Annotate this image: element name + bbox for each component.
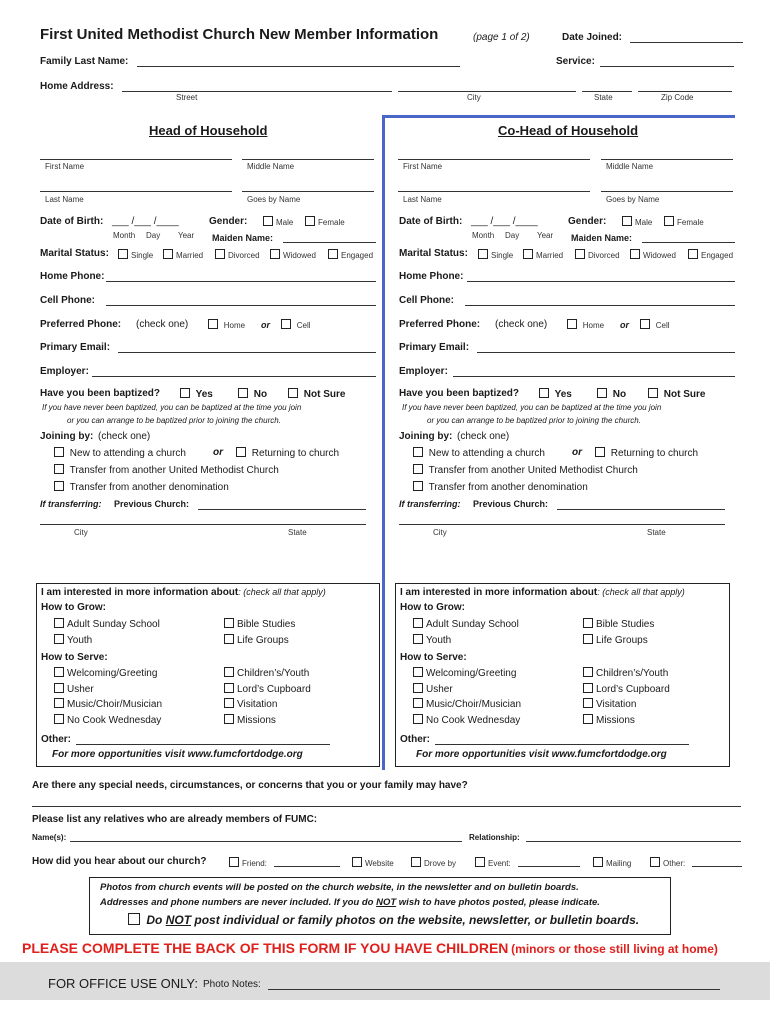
photo-notes-field[interactable] [268, 989, 720, 990]
head-check-one: (check one) [136, 319, 189, 330]
page-number: (page 1 of 2) [473, 32, 530, 43]
head-transfer-umc-option[interactable]: Transfer from another United Methodist Church [54, 464, 279, 476]
cohead-male-option[interactable]: Male [622, 216, 652, 227]
checkbox-icon [597, 388, 607, 398]
checkbox-icon [236, 447, 246, 457]
checkbox-icon [281, 319, 291, 329]
checkbox-icon [583, 618, 593, 628]
photos-notice-1: Photos from church events will be posted on the church website, in the newsletter and on bulletin boards. [100, 882, 579, 893]
head-home-phone-label: Home Phone: [40, 271, 105, 282]
missions-option[interactable]: Missions [583, 714, 635, 726]
drove-by-option[interactable]: Drove by [411, 857, 456, 868]
checkbox-icon [263, 216, 273, 226]
checkbox-icon [583, 667, 593, 677]
adult-ss-option[interactable]: Adult Sunday School [54, 618, 160, 630]
head-not-sure-option[interactable]: Not Sure [288, 388, 345, 400]
cohead-prev-city-state-field[interactable] [399, 524, 725, 525]
state-field[interactable] [582, 91, 632, 92]
cohead-if-transferring: If transferring: [399, 499, 461, 509]
usher-option[interactable]: Usher [413, 683, 453, 695]
baptism-note-2: or you can arrange to be baptized prior to joining the church. [427, 416, 641, 425]
service-label: Service: [556, 56, 595, 67]
how-to-grow-label: How to Grow: [400, 602, 465, 613]
head-first-name-field[interactable] [40, 159, 232, 160]
checkbox-icon [128, 913, 140, 925]
missions-option[interactable]: Missions [224, 714, 276, 726]
checkbox-icon [413, 683, 423, 693]
cohead-preferred-label: Preferred Phone: [399, 319, 481, 330]
checkbox-icon [640, 319, 650, 329]
cohead-engaged-option[interactable]: Engaged [688, 249, 733, 260]
cohead-yes-option[interactable]: Yes [539, 388, 572, 400]
checkbox-icon [413, 447, 423, 457]
how-to-grow-label: How to Grow: [41, 602, 106, 613]
other-label: Other: [400, 734, 430, 745]
column-divider [382, 115, 385, 770]
head-maiden-label: Maiden Name: [212, 233, 274, 243]
music-option[interactable]: Music/Choir/Musician [54, 698, 162, 710]
or-text: or [572, 447, 582, 458]
head-employer-field[interactable] [92, 376, 376, 377]
baptism-note-2: or you can arrange to be baptized prior to joining the church. [67, 416, 281, 425]
head-yes-option[interactable]: Yes [180, 388, 213, 400]
head-engaged-option[interactable]: Engaged [328, 249, 373, 260]
baptism-note-1: If you have never been baptized, you can be baptized at the time you join [42, 403, 302, 412]
state-caption: State [594, 93, 613, 102]
welcoming-option[interactable]: Welcoming/Greeting [413, 667, 516, 679]
year-caption: Year [537, 231, 554, 240]
checkbox-icon [54, 698, 64, 708]
relatives-label: Please list any relatives who are already members of FUMC: [32, 814, 318, 825]
checkbox-icon [413, 464, 423, 474]
relationship-label: Relationship: [469, 833, 520, 842]
cohead-cell-phone-label: Cell Phone: [399, 295, 455, 306]
street-caption: Street [176, 93, 198, 102]
month-caption: Month [472, 231, 495, 240]
names-label: Name(s): [32, 833, 67, 842]
cohead-cell-option[interactable]: Cell [640, 319, 670, 331]
head-employer-label: Employer: [40, 366, 89, 377]
cohead-new-attending-option[interactable]: New to attending a church [413, 447, 545, 459]
cohead-last-name-field[interactable] [398, 191, 590, 192]
street-field[interactable] [122, 91, 392, 92]
home-address-label: Home Address: [40, 81, 114, 92]
childrens-option[interactable]: Children’s/Youth [583, 667, 668, 679]
lords-cupboard-option[interactable]: Lord’s Cupboard [583, 683, 670, 695]
childrens-option[interactable]: Children’s/Youth [224, 667, 309, 679]
other-field[interactable] [76, 744, 330, 745]
checkbox-icon [593, 857, 603, 867]
head-prev-church-label: Previous Church: [114, 499, 190, 509]
cohead-email-field[interactable] [477, 352, 735, 353]
checkbox-icon [688, 249, 698, 259]
cohead-title: Co-Head of Household [498, 123, 639, 138]
head-last-name-field[interactable] [40, 191, 232, 192]
checkbox-icon [583, 683, 593, 693]
checkbox-icon [583, 634, 593, 644]
cohead-single-option[interactable]: Single [478, 249, 513, 260]
checkbox-icon [411, 857, 421, 867]
welcoming-option[interactable]: Welcoming/Greeting [54, 667, 157, 679]
checkbox-icon [595, 447, 605, 457]
cohead-no-option[interactable]: No [597, 388, 626, 400]
checkbox-icon [352, 857, 362, 867]
cohead-home-option[interactable]: Home [567, 319, 604, 331]
cohead-maiden-label: Maiden Name: [571, 233, 633, 243]
checkbox-icon [54, 683, 64, 693]
names-field[interactable] [70, 841, 462, 842]
cohead-last-name-caption: Last Name [403, 195, 442, 204]
cohead-prev-church-field[interactable] [557, 509, 725, 510]
adult-ss-option[interactable]: Adult Sunday School [413, 618, 519, 630]
cohead-check-one: (check one) [495, 319, 548, 330]
lords-cupboard-option[interactable]: Lord’s Cupboard [224, 683, 311, 695]
checkbox-icon [229, 857, 239, 867]
head-marital-label: Marital Status: [40, 248, 109, 259]
cohead-joining-check-one: (check one) [457, 431, 510, 442]
head-male-option[interactable]: Male [263, 216, 293, 227]
checkbox-icon [54, 667, 64, 677]
cohead-goes-by-field[interactable] [601, 191, 733, 192]
cohead-first-name-caption: First Name [403, 162, 443, 171]
head-of-household-title: Head of Household [149, 123, 268, 138]
head-new-attending-option[interactable]: New to attending a church [54, 447, 186, 459]
office-use-label: FOR OFFICE USE ONLY: [48, 976, 199, 991]
head-cell-phone-label: Cell Phone: [40, 295, 96, 306]
checkbox-icon [215, 249, 225, 259]
checkbox-icon [163, 249, 173, 259]
head-divorced-option[interactable]: Divorced [215, 249, 260, 260]
checkbox-icon [54, 464, 64, 474]
head-email-field[interactable] [118, 352, 376, 353]
do-not-post-option[interactable]: Do NOT post individual or family photos on the website, newsletter, or bulletin boards. [128, 913, 639, 927]
more-opportunities-link[interactable]: For more opportunities visit www.fumcfortdodge.org [52, 749, 303, 760]
cohead-prev-church-label: Previous Church: [473, 499, 549, 509]
cohead-top-rule [385, 115, 735, 118]
page-title: First United Methodist Church New Member Information [40, 26, 439, 43]
more-opportunities-link[interactable]: For more opportunities visit www.fumcfortdodge.org [416, 749, 667, 760]
family-last-name-field[interactable] [137, 66, 460, 67]
checkbox-icon [118, 249, 128, 259]
other-field[interactable] [435, 744, 689, 745]
cohead-married-option[interactable]: Married [523, 249, 563, 260]
checkbox-icon [539, 388, 549, 398]
checkbox-icon [583, 714, 593, 724]
event-option[interactable]: Event: [475, 857, 511, 868]
website-option[interactable]: Website [352, 857, 394, 868]
head-city-caption: City [74, 528, 88, 537]
or-text: or [261, 320, 270, 330]
cohead-dob-label: Date of Birth: [399, 216, 463, 227]
other-label: Other: [41, 734, 71, 745]
checkbox-icon [224, 618, 234, 628]
cohead-state-caption: State [647, 528, 666, 537]
checkbox-icon [305, 216, 315, 226]
checkbox-icon [54, 481, 64, 491]
friend-field[interactable] [274, 866, 340, 867]
cohead-widowed-option[interactable]: Widowed [630, 249, 676, 260]
head-returning-option[interactable]: Returning to church [236, 447, 339, 459]
head-female-option[interactable]: Female [305, 216, 345, 227]
photos-notice-2: Addresses and phone numbers are never included. If you do NOT wish to have photos posted, please indicate. [100, 897, 600, 908]
checkbox-icon [413, 667, 423, 677]
head-middle-name-field[interactable] [242, 159, 374, 160]
cohead-baptized-label: Have you been baptized? [399, 388, 520, 399]
checkbox-icon [54, 618, 64, 628]
head-married-option[interactable]: Married [163, 249, 203, 260]
cohead-maiden-field[interactable] [642, 242, 735, 243]
head-prev-church-field[interactable] [198, 509, 366, 510]
checkbox-icon [567, 319, 577, 329]
visitation-option[interactable]: Visitation [583, 698, 636, 710]
cohead-marital-label: Marital Status: [399, 248, 468, 259]
cohead-returning-option[interactable]: Returning to church [595, 447, 698, 459]
checkbox-icon [54, 447, 64, 457]
head-home-phone-field[interactable] [106, 281, 376, 282]
checkbox-icon [413, 698, 423, 708]
bible-studies-option[interactable]: Bible Studies [583, 618, 654, 630]
head-widowed-option[interactable]: Widowed [270, 249, 316, 260]
friend-option[interactable]: Friend: [229, 857, 267, 868]
head-cell-phone-field[interactable] [106, 305, 376, 306]
head-home-option[interactable]: Home [208, 319, 245, 331]
head-baptized-label: Have you been baptized? [40, 388, 161, 399]
checkbox-icon [54, 634, 64, 644]
other-how-field[interactable] [692, 866, 742, 867]
checkbox-icon [413, 618, 423, 628]
music-option[interactable]: Music/Choir/Musician [413, 698, 521, 710]
how-to-serve-label: How to Serve: [41, 652, 108, 663]
checkbox-icon [650, 857, 660, 867]
head-cell-option[interactable]: Cell [281, 319, 311, 331]
zip-field[interactable] [638, 91, 732, 92]
cohead-home-phone-field[interactable] [467, 281, 735, 282]
cohead-city-caption: City [433, 528, 447, 537]
checkbox-icon [270, 249, 280, 259]
head-preferred-label: Preferred Phone: [40, 319, 122, 330]
cohead-interest-title: I am interested in more information about: (check all that apply) [400, 587, 685, 598]
cohead-middle-name-caption: Middle Name [606, 162, 654, 171]
checkbox-icon [475, 857, 485, 867]
day-caption: Day [505, 231, 520, 240]
usher-option[interactable]: Usher [54, 683, 94, 695]
checkbox-icon [224, 634, 234, 644]
bible-studies-option[interactable]: Bible Studies [224, 618, 295, 630]
checkbox-icon [238, 388, 248, 398]
cohead-not-sure-option[interactable]: Not Sure [648, 388, 705, 400]
month-caption: Month [113, 231, 136, 240]
day-caption: Day [146, 231, 161, 240]
checkbox-icon [630, 249, 640, 259]
life-groups-option[interactable]: Life Groups [224, 634, 289, 646]
checkbox-icon [180, 388, 190, 398]
cohead-first-name-field[interactable] [398, 159, 590, 160]
youth-option[interactable]: Youth [54, 634, 92, 646]
checkbox-icon [478, 249, 488, 259]
no-cook-option[interactable]: No Cook Wednesday [413, 714, 520, 726]
head-dob-label: Date of Birth: [40, 216, 104, 227]
checkbox-icon [664, 216, 674, 226]
other-option[interactable]: Other: [650, 857, 685, 868]
special-needs-field[interactable] [32, 806, 741, 807]
baptism-note-1: If you have never been baptized, you can be baptized at the time you join [402, 403, 662, 412]
head-middle-name-caption: Middle Name [247, 162, 295, 171]
checkbox-icon [328, 249, 338, 259]
cohead-employer-label: Employer: [399, 366, 448, 377]
head-if-transferring: If transferring: [40, 499, 102, 509]
cohead-email-label: Primary Email: [399, 342, 470, 353]
cohead-transfer-umc-option[interactable]: Transfer from another United Methodist Church [413, 464, 638, 476]
checkbox-icon [413, 481, 423, 491]
cohead-transfer-other-option[interactable]: Transfer from another denomination [413, 481, 588, 493]
head-prev-city-state-field[interactable] [40, 524, 366, 525]
head-no-option[interactable]: No [238, 388, 267, 400]
cohead-dob-field[interactable]: ___ /___ /____ [471, 216, 538, 227]
cohead-home-phone-label: Home Phone: [399, 271, 464, 282]
head-transfer-other-option[interactable]: Transfer from another denomination [54, 481, 229, 493]
head-email-label: Primary Email: [40, 342, 111, 353]
checkbox-icon [224, 698, 234, 708]
event-field[interactable] [518, 866, 580, 867]
life-groups-option[interactable]: Life Groups [583, 634, 648, 646]
head-single-option[interactable]: Single [118, 249, 153, 260]
date-joined-label: Date Joined: [562, 32, 623, 43]
date-joined-field[interactable] [630, 42, 743, 43]
city-field[interactable] [398, 91, 576, 92]
no-cook-option[interactable]: No Cook Wednesday [54, 714, 161, 726]
head-gender-label: Gender: [209, 216, 248, 227]
special-needs-label: Are there any special needs, circumstances, or concerns that you or your family may have? [32, 780, 468, 791]
head-goes-by-caption: Goes by Name [247, 195, 301, 204]
head-last-name-caption: Last Name [45, 195, 84, 204]
checkbox-icon [224, 667, 234, 677]
checkbox-icon [622, 216, 632, 226]
photo-notes-label: Photo Notes: [203, 979, 261, 990]
head-interest-title: I am interested in more information about: (check all that apply) [41, 587, 326, 598]
or-text: or [620, 320, 629, 330]
checkbox-icon [224, 683, 234, 693]
visitation-option[interactable]: Visitation [224, 698, 277, 710]
relationship-field[interactable] [526, 841, 741, 842]
year-caption: Year [178, 231, 195, 240]
checkbox-icon [224, 714, 234, 724]
head-state-caption: State [288, 528, 307, 537]
checkbox-icon [288, 388, 298, 398]
cohead-divorced-option[interactable]: Divorced [575, 249, 620, 260]
mailing-option[interactable]: Mailing [593, 857, 631, 868]
cohead-female-option[interactable]: Female [664, 216, 704, 227]
checkbox-icon [523, 249, 533, 259]
head-joining-check-one: (check one) [98, 431, 151, 442]
family-last-name-label: Family Last Name: [40, 56, 129, 67]
service-field[interactable] [600, 66, 734, 67]
how-hear-label: How did you hear about our church? [32, 856, 207, 867]
youth-option[interactable]: Youth [413, 634, 451, 646]
checkbox-icon [648, 388, 658, 398]
or-text: or [213, 447, 223, 458]
cohead-cell-phone-field[interactable] [465, 305, 735, 306]
checkbox-icon [583, 698, 593, 708]
city-caption: City [467, 93, 481, 102]
cohead-joining-label: Joining by: [399, 431, 453, 442]
head-joining-label: Joining by: [40, 431, 94, 442]
checkbox-icon [413, 634, 423, 644]
head-dob-field[interactable]: ___ /___ /____ [112, 216, 179, 227]
checkbox-icon [575, 249, 585, 259]
zip-caption: Zip Code [661, 93, 694, 102]
head-goes-by-field[interactable] [242, 191, 374, 192]
head-maiden-field[interactable] [283, 242, 376, 243]
complete-back-notice: PLEASE COMPLETE THE BACK OF THIS FORM IF YOU HAVE CHILDREN (minors or those still living at home) [22, 940, 718, 956]
checkbox-icon [208, 319, 218, 329]
checkbox-icon [54, 714, 64, 724]
cohead-employer-field[interactable] [453, 376, 735, 377]
cohead-middle-name-field[interactable] [601, 159, 733, 160]
cohead-gender-label: Gender: [568, 216, 607, 227]
cohead-goes-by-caption: Goes by Name [606, 195, 660, 204]
how-to-serve-label: How to Serve: [400, 652, 467, 663]
head-first-name-caption: First Name [45, 162, 85, 171]
checkbox-icon [413, 714, 423, 724]
